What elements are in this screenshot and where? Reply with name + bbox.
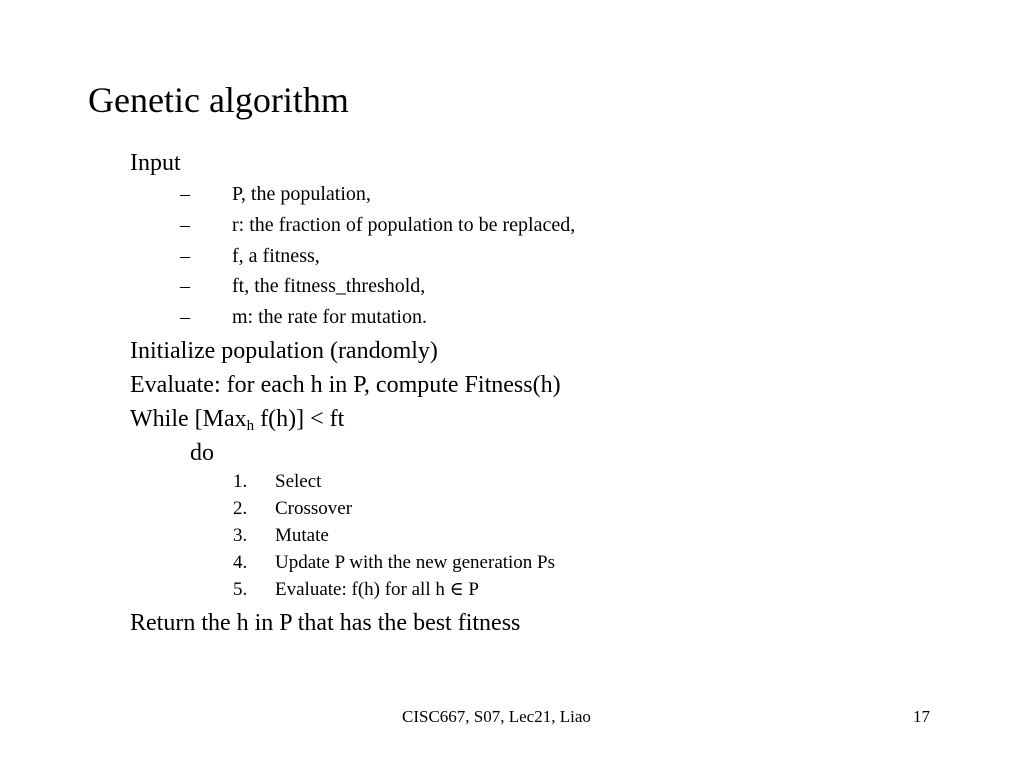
input-item [180,212,575,238]
input-item-text: P, the population, [232,183,371,205]
input-item [180,273,425,299]
input-item-text: ft, the fitness_threshold, [232,275,426,297]
input-item-text: r: the fraction of population to be replaced, [232,214,576,236]
while-prefix: While [Max [130,406,247,432]
step-item [233,578,479,602]
slide-title: Genetic algorithm [88,80,349,120]
step-item [233,524,329,548]
step-number: 1. [233,471,248,492]
step-item [233,497,352,521]
page-number: 17 [913,707,930,726]
input-item-text: m: the rate for mutation. [232,306,427,328]
initialize-line: Initialize population (randomly) [130,338,438,364]
while-line [130,404,344,434]
input-heading: Input [130,150,181,176]
step-text: Mutate [275,525,329,546]
dash-bullet: – [180,306,190,328]
step-text: Evaluate: f(h) for all h ∈ P [275,579,479,600]
step-number: 2. [233,498,248,519]
step-item [233,551,555,575]
dash-bullet: – [180,275,190,297]
input-item [180,304,427,330]
step-text: Update P with the new generation Ps [275,552,556,573]
step-number: 4. [233,552,248,573]
return-line: Return the h in P that has the best fitness [130,610,521,636]
dash-bullet: – [180,245,190,267]
do-keyword: do [190,440,214,466]
step-number: 5. [233,579,248,600]
while-subscript: h [246,418,255,434]
input-item [180,181,371,207]
input-item [180,243,320,269]
dash-bullet: – [180,214,190,236]
step-text: Crossover [275,498,353,519]
while-suffix: f(h)] < ft [254,406,345,432]
step-number: 3. [233,525,248,546]
dash-bullet: – [180,183,190,205]
footer-course: CISC667, S07, Lec21, Liao [402,707,591,726]
input-item-text: f, a fitness, [232,245,320,267]
step-text: Select [275,471,322,492]
evaluate-line: Evaluate: for each h in P, compute Fitness(h) [130,372,561,398]
step-item [233,470,321,494]
